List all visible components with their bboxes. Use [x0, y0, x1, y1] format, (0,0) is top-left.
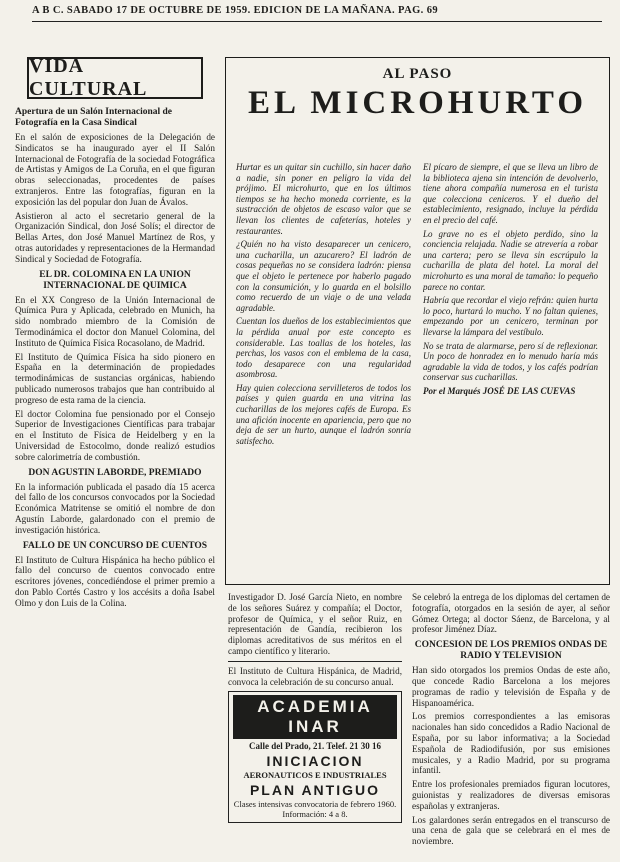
article-paragraph: Los galardones serán entregados en el transcurso de una cena de gala que se celebrará en el mes de noviembre.	[412, 814, 610, 847]
article-paragraph: Los premios correspondientes a las emisoras nacionales han sido concedidos a Radio Nacional de España, por su labor informativa; a la Sociedad Española de Radiodifusión, por sus emisiones musicales, y a Radio Madrid, por su programa infantil.	[412, 711, 610, 776]
ad-title: ACADEMIA INAR	[233, 695, 397, 739]
article-signature: Por el Marqués JOSÉ DE LAS CUEVAS	[423, 385, 576, 396]
article-paragraph: ¿Quién no ha visto desaparecer un cenicero, una cucharilla, un azucarero? El ladrón de cosas pequeñas no se considera ladrón: piensa que el objeto le pertenece por haberlo pagado con la consumición, y lo guarda en el bolsillo como recuerdo de un viaje o de una velada agradable.	[236, 239, 411, 313]
article-paragraph: Han sido otorgados los premios Ondas de este año, que concede Radio Barcelona a los mejores programas de radio y televisión de España y de Hispanoamérica.	[412, 665, 610, 708]
article-heading: DON AGUSTIN LABORDE, PREMIADO	[28, 467, 202, 478]
article-paragraph: Se celebró la entrega de los diplomas del certamen de fotografía, otorgados en la sesión de ayer, al señor Gómez Ortega; al doctor Sáenz, de Barcelona, y al profesor Jiménez Díaz.	[412, 592, 610, 635]
section-title: VIDA CULTURAL	[27, 57, 203, 99]
feature-article-box	[225, 57, 610, 585]
article-headline: EL MICROHURTO	[247, 85, 588, 121]
article-paragraph: Lo grave no es el objeto perdido, sino la conciencia relajada. Nadie se atrevería a robar una cartera; pero se lleva sin escrúpulo la cucharilla de plata del hotel. La moral del microhurto es una moral de tamaño: lo pequeño parece no contar.	[423, 228, 598, 292]
academy-advertisement	[228, 691, 402, 823]
article-kicker: AL PASO	[382, 66, 453, 82]
article-heading: CONCESION DE LOS PREMIOS ONDAS DE RADIO Y TELEVISION	[414, 640, 608, 662]
article-body	[236, 162, 598, 577]
article-paragraph: Asistieron al acto el secretario general de la Organización Sindical, don José Solís; el director de Bellas Artes, don José Manuel Martínez de Ros, y otras autoridades y representaciones de la Hermandad Sindical y Sociedad de Fotografía.	[15, 210, 215, 264]
article-paragraph: En el salón de exposiciones de la Delegación de Sindicatos se ha inaugurado ayer el II Salón Internacional de Fotografía de la sociedad Fotográfica de Artistas y Amigos de La Coruña, en el que figuran obras seleccionadas, procedentes de países extranjeros. Entre las fotografías, figuran en la exposición las del popular don Juan de Ávalos.	[15, 132, 215, 207]
article-paragraph: Hurtar es un quitar sin cuchillo, sin hacer daño a nadie, sin poner en peligro la vida del prójimo. El microhurto, que en los últimos tiempos se ha hecho moneda corriente, es la sustracción de objetos de escaso valor que se llevan los clientes de cafeterías, hoteles y restaurantes.	[236, 162, 411, 236]
article-paragraph: Cuentan los dueños de los establecimientos que la pérdida anual por este concepto es considerable. Las toallas de los hoteles, las perchas, los vasos con el emblema de la casa, todo desaparece con una regularidad asombrosa.	[236, 316, 411, 380]
article-paragraph: El doctor Colomina fue pensionado por el Consejo Superior de Investigaciones Científicas para trabajar en el Instituto de Física de Heidelberg y en la Universidad de Estocolmo, donde realizó estudios sobre calorimetría de combustión.	[15, 408, 215, 462]
article-paragraph: El Instituto de Cultura Hispánica, de Madrid, convoca la celebración de su concurso anual.	[228, 665, 402, 687]
ad-subline: AERONAUTICOS E INDUSTRIALES	[243, 770, 387, 781]
ad-footer: Clases intensivas convocatoria de febrero 1960. Información: 4 a 8.	[233, 799, 397, 820]
article-paragraph: En la información publicada el pasado día 15 acerca del fallo de los concursos convocados por la Sociedad Económica Matritense se omitió el nombre de don Agustín Laborde, galardonado con el premio de investigación histórica.	[15, 481, 215, 535]
article-paragraph: El Instituto de Cultura Hispánica ha hecho público el fallo del concurso de cuentos convocado entre escritores jóvenes, concediéndose el primer premio a don Pablo Cortés Castro y los accésits a doña Isabel Olmo y don Luis de la Colina.	[15, 554, 215, 608]
article-paragraph: En el XX Congreso de la Unión Internacional de Química Pura y Aplicada, celebrado en Munich, ha sido nombrado miembro de la Comisión de Termodinámica el doctor don Manuel Colomina, del Instituto de Química Física Rocasolano, de Madrid.	[15, 294, 215, 348]
ad-headline: INICIACION	[266, 753, 364, 770]
article-column-1	[236, 162, 411, 577]
lower-middle-column	[228, 592, 402, 857]
article-paragraph: Hay quien colecciona servilleteros de todos los países y quien guarda en una vitrina las cucharillas de los mejores cafés de Europa. Es una afición inocente en apariencia, pero que no deja de ser un hurto, aunque el ladrón sonría satisfecho.	[236, 382, 411, 446]
left-column	[15, 57, 215, 857]
article-paragraph: El pícaro de siempre, el que se lleva un libro de la biblioteca ajena sin intención de devolverlo, tiene ahora compañía numerosa en el turista que colecciona ceniceros. Y el dueño del establecimiento, resignado, incluye la pérdida en el precio del café.	[423, 162, 598, 225]
lower-right-column	[412, 592, 610, 857]
article-paragraph: Entre los profesionales premiados figuran locutores, guionistas y realizadores de diversas emisoras españolas y extranjeras.	[412, 779, 610, 811]
article-column-2	[423, 162, 598, 577]
article-heading: EL DR. COLOMINA EN LA UNION INTERNACIONAL DE QUIMICA	[39, 269, 191, 291]
article-heading: FALLO DE UN CONCURSO DE CUENTOS	[22, 540, 208, 551]
article-paragraph: Investigador D. José García Nieto, en nombre de los señores Suárez y compañía; el Doctor, profesor de Química, y el señor Ruiz, en representación de Gandía, recibieron los diplomas acreditativos de sus méritos en el campo científico y literario.	[228, 592, 402, 656]
article-paragraph: Habría que recordar el viejo refrán: quien hurta lo poco, hurtará lo mucho. Y no faltan quienes, empezando por un cenicero, terminan por llevarse la lámpara del vestíbulo.	[423, 295, 598, 337]
article-paragraph: El Instituto de Química Física ha sido pionero en España en la determinación de propiedades termodinámicas de sustancias orgánicas, habiendo publicado numerosos trabajos que han contribuido al progreso de esta rama de la ciencia.	[15, 351, 215, 405]
article-paragraph: No se trata de alarmarse, pero sí de reflexionar. Un poco de honradez en lo menudo haría más agradable la vida de todos, y los cafés podrían conservar sus cucharillas.	[423, 340, 598, 383]
article-heading: Apertura de un Salón Internacional de Fotografía en la Casa Sindical	[15, 107, 173, 128]
ad-address: Calle del Prado, 21. Telef. 21 30 16	[249, 741, 381, 752]
ad-headline-2: PLAN ANTIGUO	[249, 782, 381, 799]
page-header: A B C. SABADO 17 DE OCTUBRE DE 1959. EDICION DE LA MAÑANA. PAG. 69	[32, 5, 602, 22]
divider	[228, 661, 402, 662]
